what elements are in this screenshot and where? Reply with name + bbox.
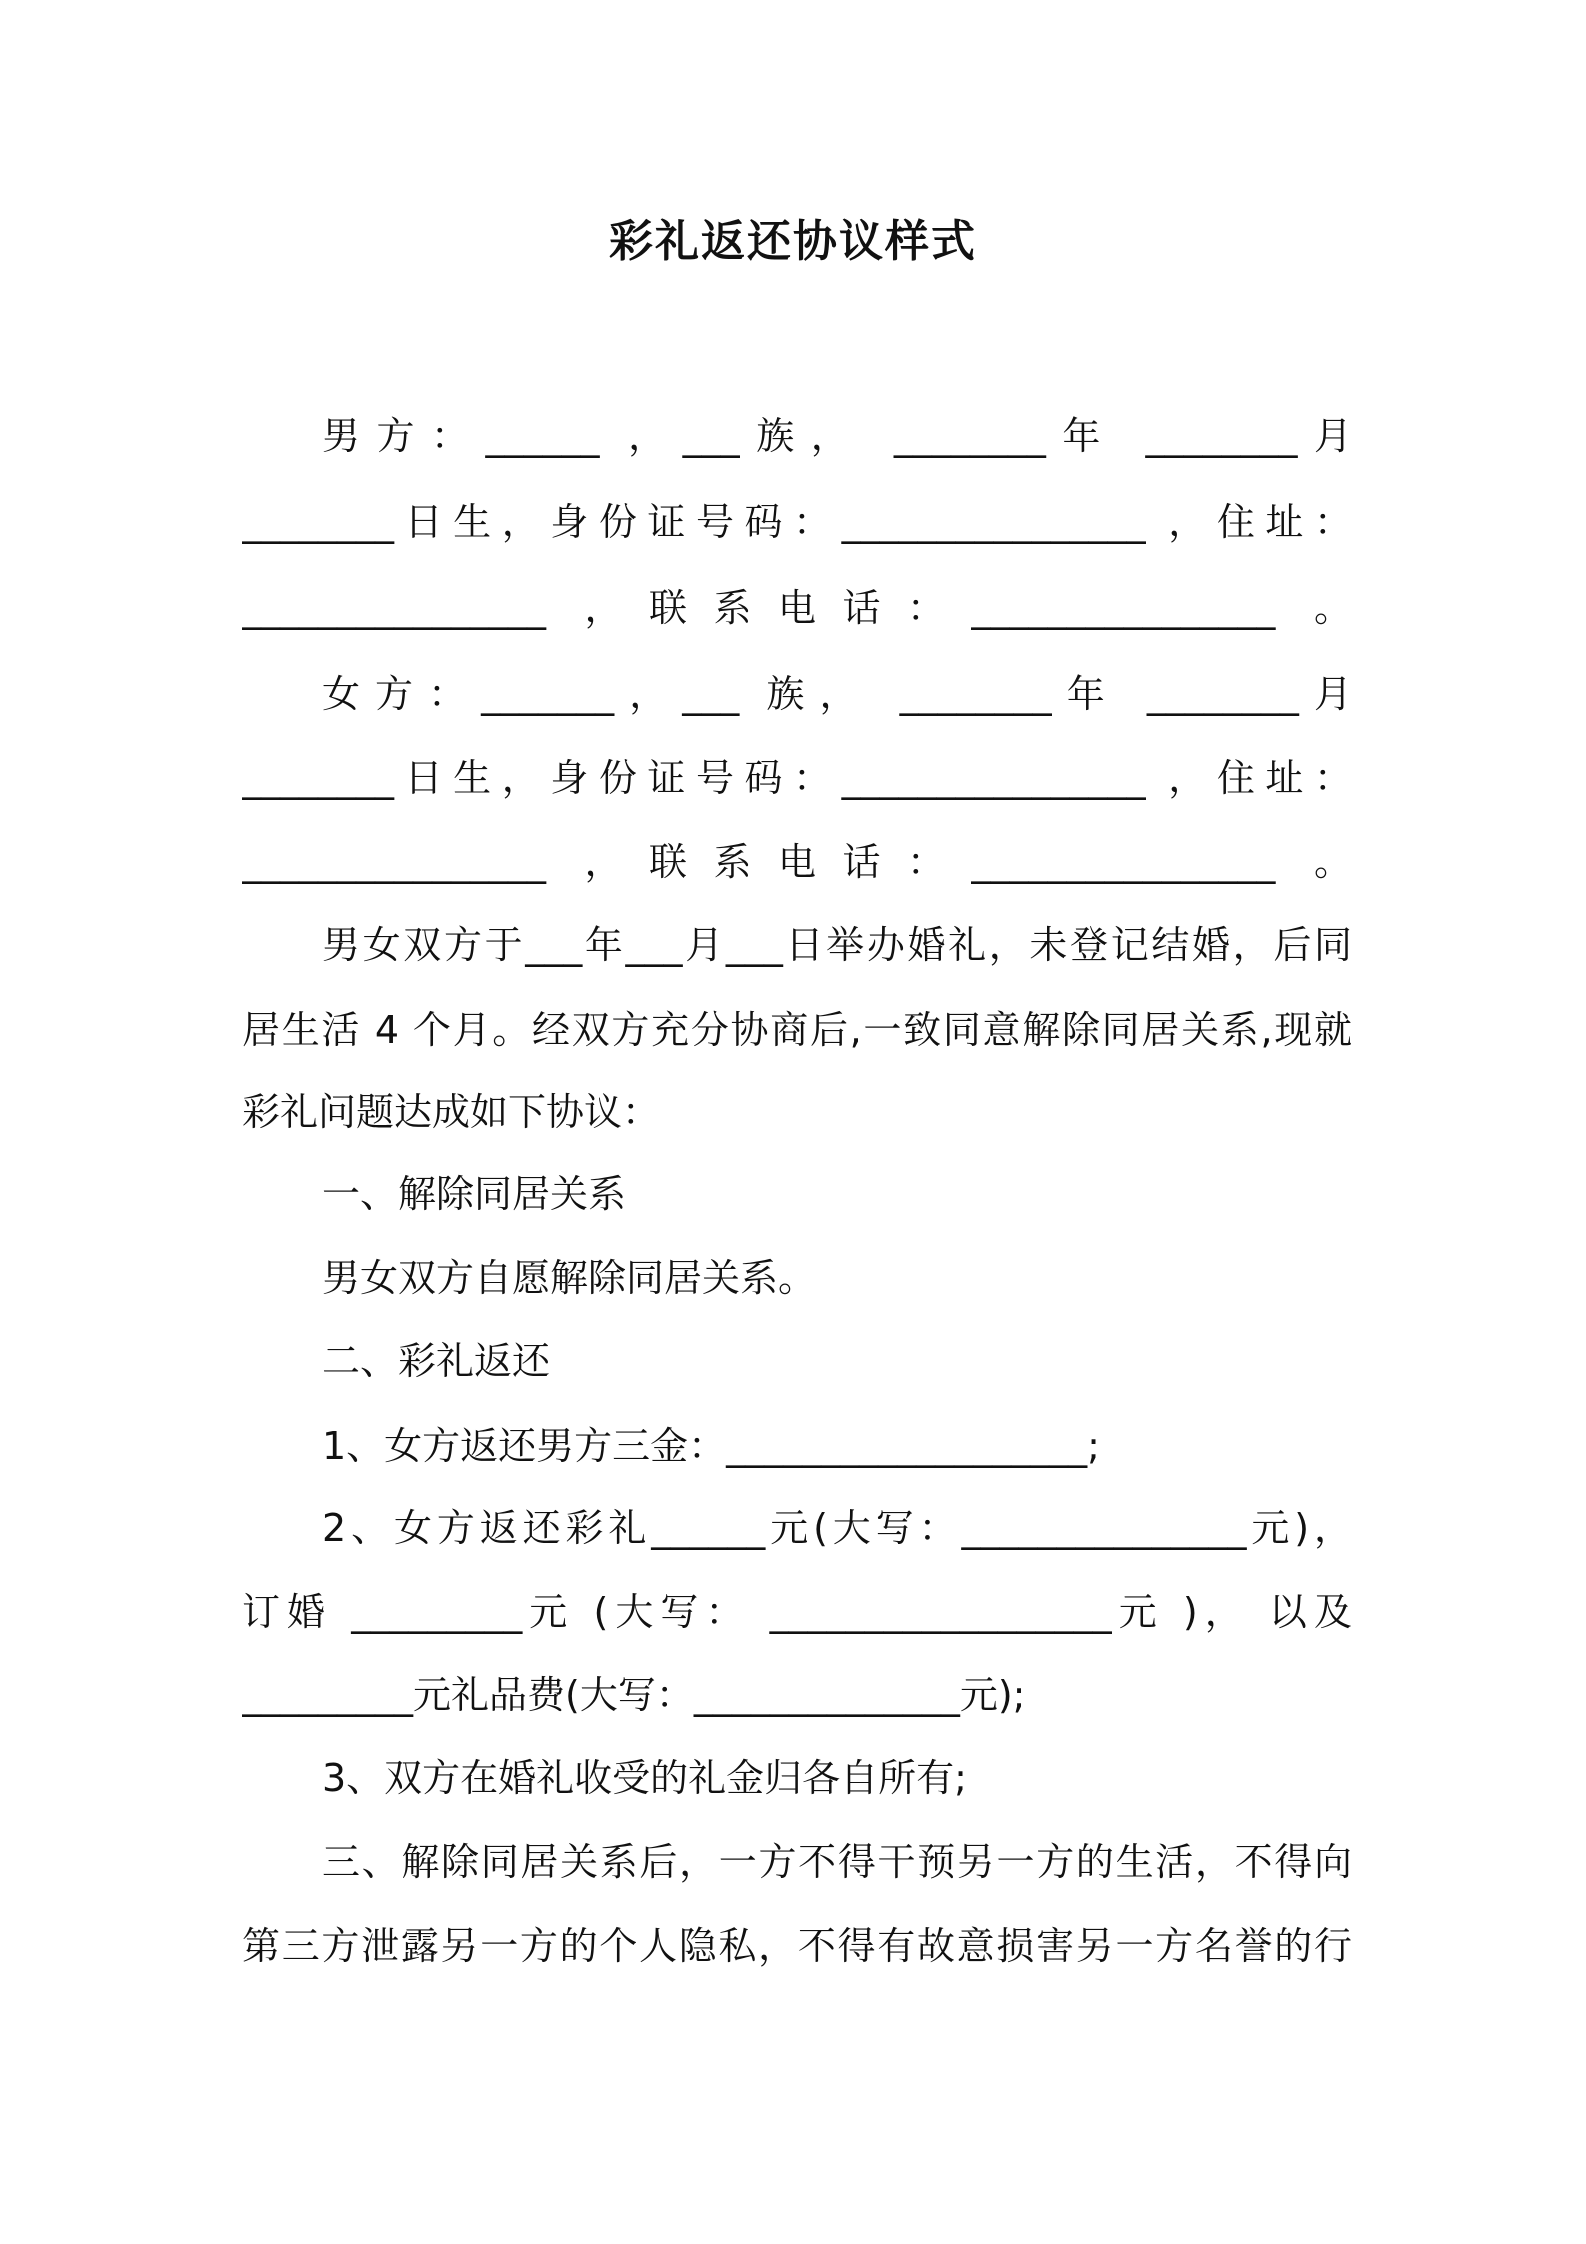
intro-paragraph-line-3: 彩礼问题达成如下协议：	[242, 1090, 661, 1134]
male-party-line-2: ________日生，身份证号码：________________ ，住址：	[242, 500, 1352, 544]
female-party-line-3: ________________ ，联系电话：________________ 。	[242, 840, 1352, 884]
section-2-item-2-line-3: _________元礼品费(大写：______________元);	[242, 1673, 1026, 1717]
intro-paragraph-line-1: 男女双方于___年___月___日举办婚礼，未登记结婚，后同	[322, 923, 1352, 967]
section-2-item-2-line-1: 2、女方返还彩礼______元(大写：_______________元)，	[322, 1506, 1352, 1550]
document-title: 彩礼返还协议样式	[609, 216, 977, 267]
section-1-body: 男女双方自愿解除同居关系。	[322, 1256, 817, 1300]
female-party-line-2: ________日生，身份证号码：________________ ，住址：	[242, 756, 1352, 800]
female-party-line-1: 女方：_______，___ 族， ________年 ________月	[322, 672, 1352, 716]
section-2-item-2-line-2: 订婚 _________元 (大写： __________________元 )， 以及	[242, 1590, 1352, 1634]
section-2-heading: 二、彩礼返还	[322, 1339, 551, 1383]
intro-paragraph-line-2: 居生活 4 个月。经双方充分协商后,一致同意解除同居关系,现就	[242, 1008, 1352, 1052]
section-3-line-1: 三、解除同居关系后，一方不得干预另一方的生活，不得向	[322, 1840, 1352, 1884]
male-party-line-3: ________________ ，联系电话：________________ 。	[242, 586, 1352, 630]
section-1-heading: 一、解除同居关系	[322, 1172, 627, 1216]
section-3-line-2: 第三方泄露另一方的个人隐私，不得有故意损害另一方名誉的行	[242, 1924, 1352, 1968]
section-2-item-1: 1、女方返还男方三金：___________________;	[322, 1424, 1100, 1468]
male-party-line-1: 男方：______ ，___族， ________年 ________月	[322, 414, 1352, 458]
section-2-item-3: 3、双方在婚礼收受的礼金归各自所有;	[322, 1756, 967, 1800]
